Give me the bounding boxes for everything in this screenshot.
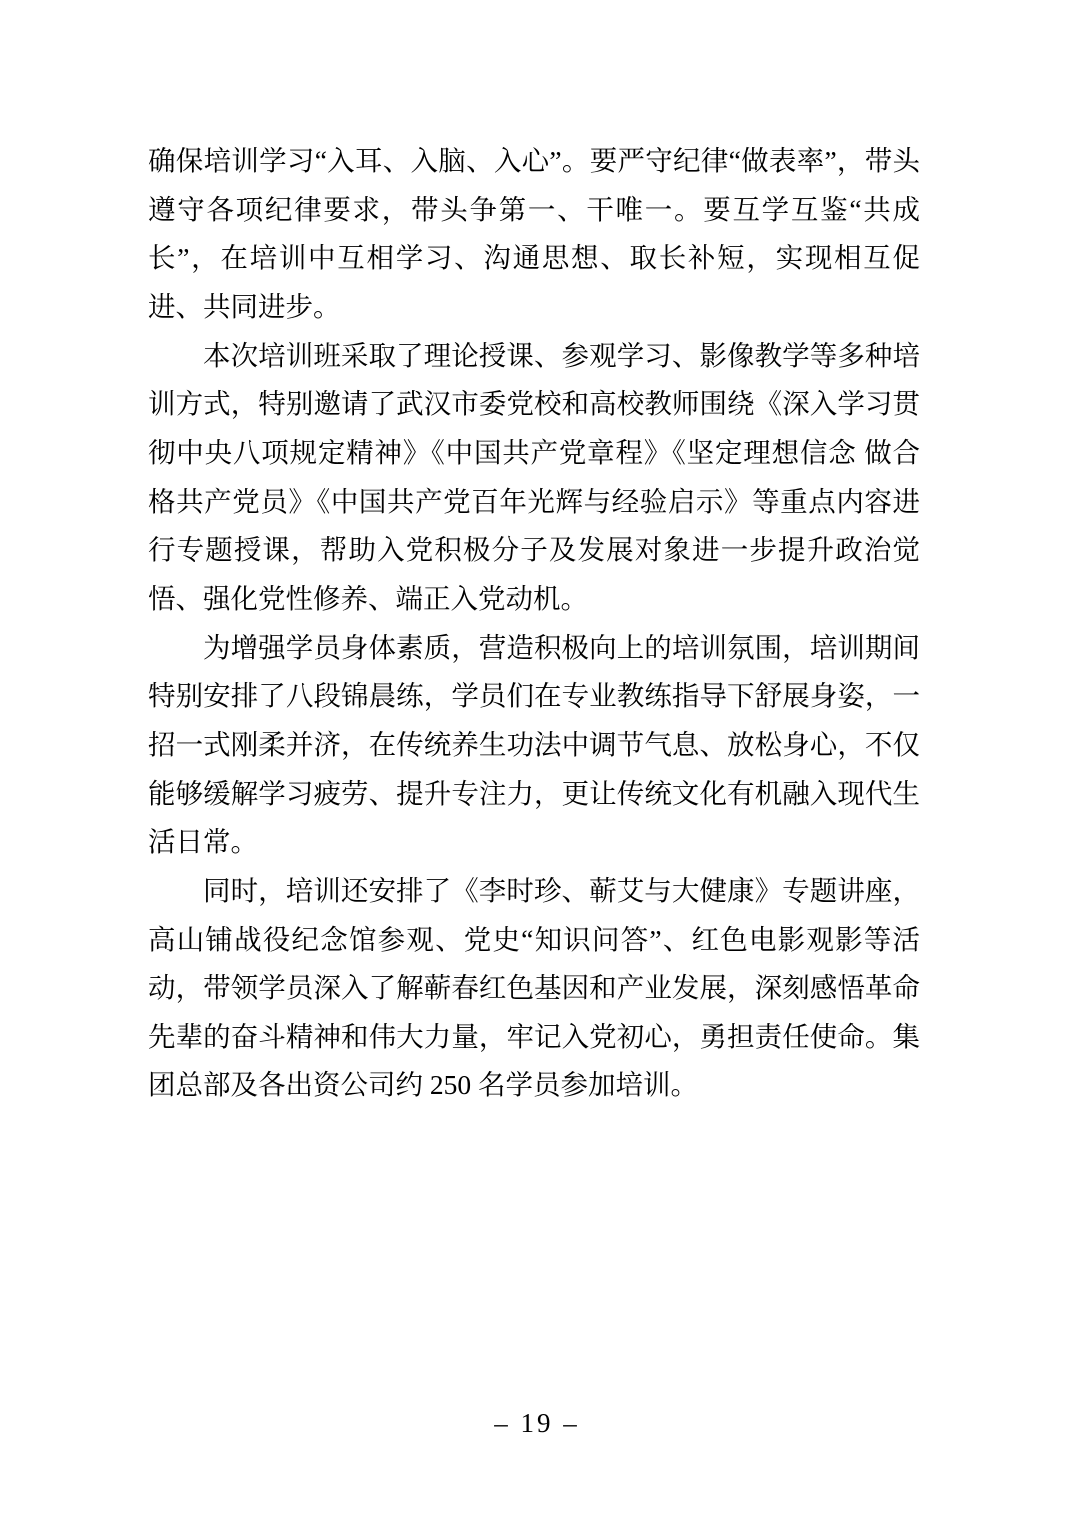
page-number: – 19 –	[494, 1408, 580, 1438]
document-body	[148, 137, 920, 1110]
paragraph-morning-exercise: 为增强学员身体素质，营造积极向上的培训氛围，培训期间特别安排了八段锦晨练，学员们在专业教练指导下舒展身姿，一招一式刚柔并济，在传统养生功法中调节气息、放松身心，不仅能够缓解学习疲劳、提升专注力，更让传统文化有机融入现代生活日常。	[148, 631, 920, 858]
paragraph-activities: 同时，培训还安排了《李时珍、蕲艾与大健康》专题讲座，高山铺战役纪念馆参观、党史“知识问答”、红色电影观影等活动，带领学员深入了解蕲春红色基因和产业发展，深刻感悟革命先辈的奋斗精神和伟大力量，牢记入党初心，勇担责任使命。集团总部及各出资公司约 250 名学员参加培训。	[148, 874, 920, 1101]
page-footer	[0, 1408, 1074, 1439]
paragraph-continuation: 确保培训学习“入耳、入脑、入心”。要严守纪律“做表率”，带头遵守各项纪律要求，带头争第一、干唯一。要互学互鉴“共成长”，在培训中互相学习、沟通思想、取长补短，实现相互促进、共同进步。	[148, 145, 920, 322]
paragraph-training-methods: 本次培训班采取了理论授课、参观学习、影像教学等多种培训方式，特别邀请了武汉市委党校和高校教师围绕《深入学习贯彻中央八项规定精神》《中国共产党章程》《坚定理想信念 做合格共产党员》《中国共产党百年光辉与经验启示》等重点内容进行专题授课，帮助入党积极分子及发展对象进一步提升政治觉悟、强化党性修养、端正入党动机。	[148, 339, 920, 614]
